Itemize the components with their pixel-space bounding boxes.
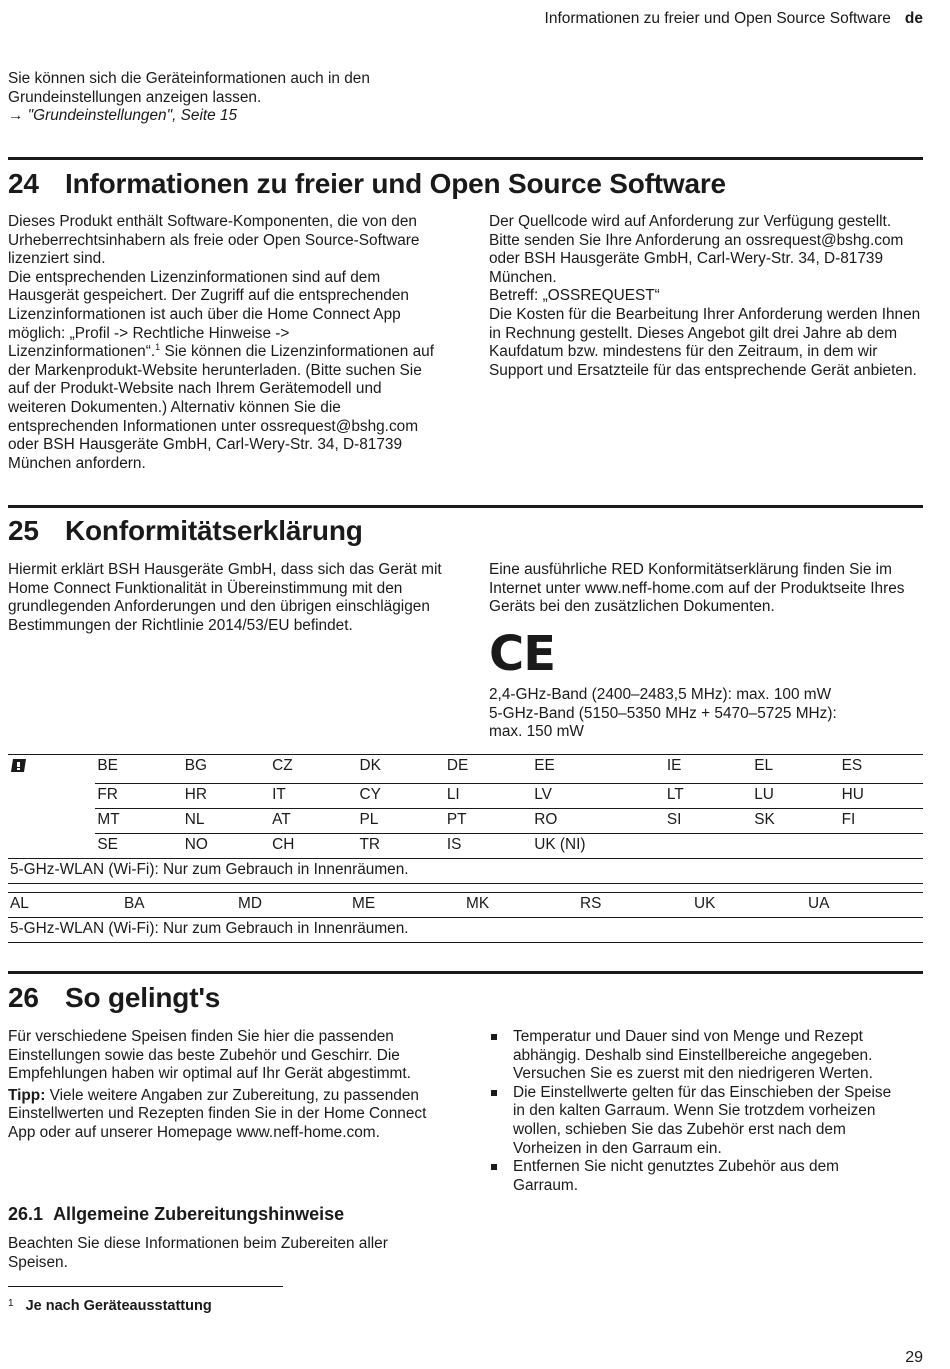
country-code: RO bbox=[532, 808, 665, 833]
subsection-heading bbox=[8, 1204, 344, 1225]
country-code: UK bbox=[692, 893, 806, 918]
ce-mark: CE bbox=[489, 626, 556, 682]
country-code: LT bbox=[665, 783, 752, 808]
country-code: TR bbox=[358, 833, 445, 858]
country-code: DK bbox=[358, 755, 445, 784]
section-25-right-column bbox=[489, 561, 921, 617]
country-code: RS bbox=[578, 893, 692, 918]
country-code: SI bbox=[665, 808, 752, 833]
country-code: BG bbox=[183, 755, 270, 784]
country-code: ES bbox=[840, 755, 923, 784]
section-title: Informationen zu freier und Open Source Software bbox=[65, 168, 726, 199]
band-5ghz-power: max. 150 mW bbox=[489, 723, 584, 741]
section-25-left-column bbox=[8, 561, 442, 635]
country-code: BA bbox=[122, 893, 236, 918]
wlan-indoor-note: 5-GHz-WLAN (Wi-Fi): Nur zum Gebrauch in Innenräumen. bbox=[8, 918, 923, 943]
table-row bbox=[8, 893, 923, 918]
country-code: IS bbox=[445, 833, 532, 858]
country-code: EE bbox=[532, 755, 665, 784]
section-24-left-column bbox=[8, 213, 442, 473]
country-code: NL bbox=[183, 808, 270, 833]
list-item: Entfernen Sie nicht genutztes Zubehör aus dem Garraum. bbox=[489, 1158, 901, 1195]
section-title: Konformitätserklärung bbox=[65, 515, 363, 546]
table-row bbox=[8, 808, 923, 833]
table-row bbox=[8, 755, 923, 784]
country-code: MK bbox=[464, 893, 578, 918]
list-item: Temperatur und Dauer sind von Menge und Rezept abhängig. Deshalb sind Einstellbereiche angegeben. Versuchen Sie es zuerst mit den niedrigeren Werten. bbox=[489, 1028, 901, 1084]
running-header bbox=[545, 10, 923, 28]
section-rule bbox=[8, 971, 923, 974]
section-title: So gelingt's bbox=[65, 982, 221, 1013]
cross-reference-link[interactable]: → "Grundeinstellungen", Seite 15 bbox=[8, 107, 238, 125]
cooking-intro: Für verschiedene Speisen finden Sie hier die passenden Einstellungen sowie das beste Zubehör und Geschirr. Die Empfehlungen haben wir optimal auf Ihr Gerät abgestimmt. bbox=[8, 1028, 411, 1083]
subject-line: Betreff: „OSSREQUEST“ bbox=[489, 287, 660, 305]
table-row bbox=[8, 783, 923, 808]
table-row bbox=[8, 833, 923, 858]
tip-label: Tipp: bbox=[8, 1086, 46, 1104]
country-code: FI bbox=[840, 808, 923, 833]
oss-paragraph-2 bbox=[8, 269, 442, 474]
source-code-paragraph: Der Quellcode wird auf Anforderung zur Verfügung gestellt. bbox=[489, 213, 892, 230]
country-code bbox=[840, 833, 923, 858]
band-2-4ghz: 2,4-GHz-Band (2400–2483,5 MHz): max. 100 mW bbox=[489, 686, 832, 703]
country-code: PT bbox=[445, 808, 532, 833]
country-code: SK bbox=[752, 808, 839, 833]
oss-text-part: Die entsprechenden Lizenzinformationen sind auf dem Hausgerät gespeichert. Der Zugriff auf die entsprechenden Lizenzinformationen ist auch über die Home Connect App möglich: „Profil -> Rechtliche Hinweise -> Lizenzinformationen“. bbox=[8, 268, 409, 361]
wlan-indoor-note: 5-GHz-WLAN (Wi-Fi): Nur zum Gebrauch in Innenräumen. bbox=[8, 858, 923, 883]
tip-text: Viele weitere Angaben zur Zubereitung, zu passenden Einstellwerten und Rezepten finden Sie in der Home Connect App oder auf unserer Homepage www.neff-home.com. bbox=[8, 1086, 427, 1141]
country-code: AT bbox=[270, 808, 357, 833]
section-26-left-column bbox=[8, 1028, 430, 1143]
country-code: HU bbox=[840, 783, 923, 808]
conformity-paragraph: Hiermit erklärt BSH Hausgeräte GmbH, dass sich das Gerät mit Home Connect Funktionalität in Übereinstimmung mit den grundlegenden Anforderungen und den übrigen einschlägigen Bestimmungen der Richtlinie 2014/53/EU befindet. bbox=[8, 561, 442, 634]
footnote bbox=[8, 1298, 212, 1314]
tip-paragraph bbox=[8, 1087, 430, 1143]
country-code: BE bbox=[95, 755, 182, 784]
section-rule bbox=[8, 505, 923, 508]
costs-paragraph: Die Kosten für die Bearbeitung Ihrer Anforderung werden Ihnen in Rechnung gestellt. Dieses Angebot gilt drei Jahre ab dem Kaufdatum bzw. mindestens für den Zeitraum, in dem wir Support und Ersatzteile für das entsprechende Gerät anbieten. bbox=[489, 305, 921, 379]
frequency-bands bbox=[489, 686, 925, 742]
country-code: LU bbox=[752, 783, 839, 808]
footnote-divider bbox=[8, 1286, 283, 1287]
country-code: LI bbox=[445, 783, 532, 808]
country-code: IT bbox=[270, 783, 357, 808]
section-24-heading bbox=[8, 167, 726, 201]
footnote-ref: 1 bbox=[155, 342, 161, 353]
request-paragraph: Bitte senden Sie Ihre Anforderung an ossrequest@bshg.com oder BSH Hausgeräte GmbH, Carl-Wery-Str. 34, D-81739 München. bbox=[489, 231, 904, 286]
table-row bbox=[8, 918, 923, 943]
country-code: AL bbox=[8, 893, 122, 918]
red-declaration-paragraph: Eine ausführliche RED Konformitätserklärung finden Sie im Internet unter www.neff-home.com auf der Produktseite Ihres Geräts bei den zusätzlichen Dokumenten. bbox=[489, 561, 905, 616]
country-code: EL bbox=[752, 755, 839, 784]
country-code bbox=[752, 833, 839, 858]
wifi-device-icon bbox=[10, 757, 28, 775]
country-code: DE bbox=[445, 755, 532, 784]
non-eu-country-table bbox=[8, 892, 923, 943]
device-icon-cell bbox=[8, 755, 95, 784]
oss-text-part: Sie können die Lizenzinformationen auf der Markenprodukt-Website herunterladen. (Bitte suchen Sie auf der Produkt-Website nach Ihrem Gerätemodell und weiteren Dokumenten.) Alternativ können Sie die entsprechenden Informationen unter ossrequest@bshg.com oder BSH Hausgeräte GmbH, Carl-Wery-Str. 34, D-81739 München anfordern. bbox=[8, 343, 434, 472]
country-code: HR bbox=[183, 783, 270, 808]
country-code: CZ bbox=[270, 755, 357, 784]
subsection-text bbox=[8, 1235, 444, 1272]
section-rule bbox=[8, 157, 923, 160]
country-code bbox=[665, 833, 752, 858]
cooking-tips-list bbox=[489, 1028, 901, 1195]
footnote-number: 1 bbox=[8, 1298, 14, 1309]
list-item: Die Einstellwerte gelten für das Einschieben der Speise in den kalten Garraum. Wenn Sie trotzdem vorheizen wollen, schieben Sie das Zubehör erst nach dem Vorheizen in den Garraum ein. bbox=[489, 1084, 901, 1158]
subsection-title: Allgemeine Zubereitungshinweise bbox=[53, 1204, 345, 1224]
general-notes-paragraph: Beachten Sie diese Informationen beim Zubereiten aller Speisen. bbox=[8, 1235, 388, 1271]
intro-line-1: Sie können sich die Geräteinformationen auch in den bbox=[8, 70, 370, 87]
section-25-heading bbox=[8, 514, 363, 548]
country-code: ME bbox=[350, 893, 464, 918]
country-code: MT bbox=[95, 808, 182, 833]
header-language: de bbox=[904, 10, 923, 27]
footnote-text: Je nach Geräteausstattung bbox=[25, 1298, 212, 1314]
table-row bbox=[8, 858, 923, 883]
section-24-right-column bbox=[489, 213, 921, 380]
country-code: SE bbox=[95, 833, 182, 858]
section-26-heading bbox=[8, 981, 220, 1015]
country-code: IE bbox=[665, 755, 752, 784]
intro-text bbox=[8, 70, 448, 126]
section-26-right-column bbox=[489, 1028, 901, 1195]
country-code: CH bbox=[270, 833, 357, 858]
subsection-number: 26.1 bbox=[8, 1204, 44, 1224]
section-number: 26 bbox=[8, 982, 39, 1013]
band-5ghz: 5-GHz-Band (5150–5350 MHz + 5470–5725 MHz): bbox=[489, 704, 837, 722]
eu-country-table bbox=[8, 754, 923, 884]
intro-line-2: Grundeinstellungen anzeigen lassen. bbox=[8, 88, 262, 106]
country-code: PL bbox=[358, 808, 445, 833]
header-title: Informationen zu freier und Open Source Software bbox=[544, 10, 891, 27]
country-code: CY bbox=[358, 783, 445, 808]
oss-paragraph-1: Dieses Produkt enthält Software-Komponenten, die von den Urheberrechtsinhabern als freie oder Open Source-Software lizenziert sind. bbox=[8, 213, 420, 268]
section-number: 25 bbox=[8, 515, 39, 546]
country-code: NO bbox=[183, 833, 270, 858]
country-code: FR bbox=[95, 783, 182, 808]
section-number: 24 bbox=[8, 168, 39, 199]
country-code: UA bbox=[806, 893, 923, 918]
country-code: LV bbox=[532, 783, 665, 808]
country-code: MD bbox=[236, 893, 350, 918]
country-code: UK (NI) bbox=[532, 833, 665, 858]
page-number: 29 bbox=[905, 1349, 923, 1366]
